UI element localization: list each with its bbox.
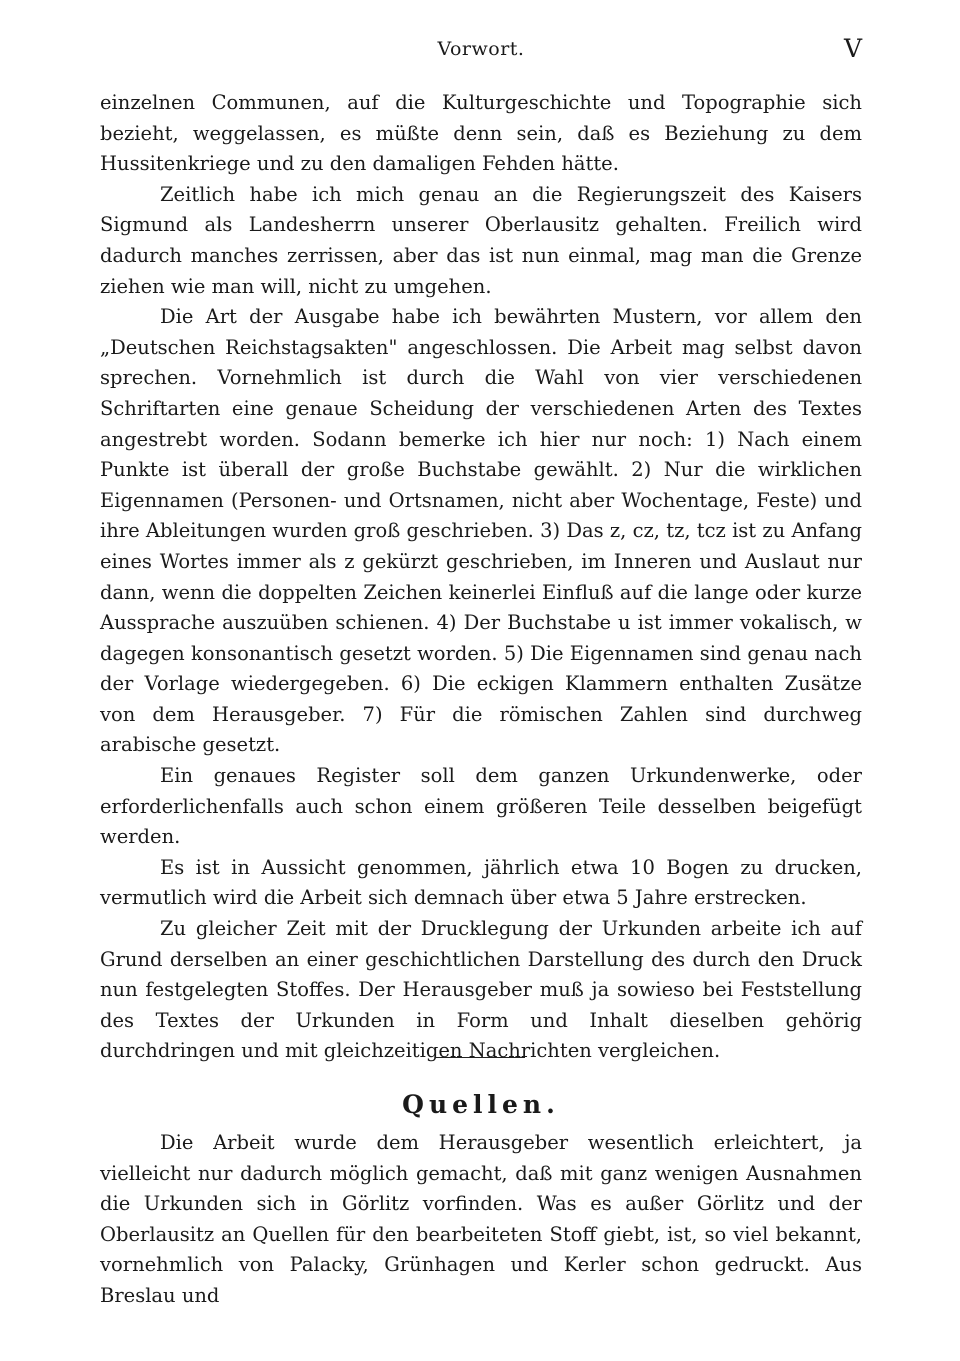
sources-section-body: [100, 1128, 862, 1312]
running-header: [100, 34, 862, 72]
paragraph-register: Ein genaues Register soll dem ganzen Urkundenwerke, oder erforderlichenfalls auch schon einem größeren Teile desselben beigefügt werden.: [100, 764, 862, 849]
paragraph-schedule: Es ist in Aussicht genommen, jährlich etwa 10 Bogen zu drucken, vermutlich wird die Arbeit sich demnach über etwa 5 Jahre erstrecken.: [100, 855, 862, 910]
paragraph-edition-rules: Die Art der Ausgabe habe ich bewährten Mustern, vor allem den „Deutschen Reichstagsakten" angeschlossen. Die Arbeit mag selbst davon sprechen. Vornehmlich ist durch die Wahl von vier verschiedenen Schriftarten eine genaue Scheidung der verschiedenen Arten des Textes angestrebt worden. Sodann bemerke ich hier nur noch: 1) Nach einem Punkte ist überall der große Buchstabe gewählt. 2) Nur die wirklichen Eigennamen (Personen- und Ortsnamen, nicht aber Wochentage, Feste) und ihre Ableitungen wurden groß geschrieben. 3) Das z, cz, tz, tcz ist zu Anfang eines Wortes immer als z gekürzt geschrieben, im Inneren und Auslaut nur dann, wenn die doppelten Zeichen keinerlei Einfluß auf die lange oder kurze Aussprache auszuüben schienen. 4) Der Buchstabe u ist immer vokalisch, w dagegen konsonantisch gesetzt worden. 5) Die Eigennamen sind genau nach der Vorlage wiedergegeben. 6) Die eckigen Klammern enthalten Zusätze von dem Herausgeber. 7) Für die römischen Zahlen sind durchweg arabische gesetzt.: [100, 305, 862, 757]
section-heading-quellen: Quellen.: [402, 1090, 560, 1119]
page-number: V: [843, 34, 862, 63]
paragraph-history-work: Zu gleicher Zeit mit der Drucklegung der Urkunden arbeite ich auf Grund derselben an einer geschichtlichen Darstellung des durch den Druck nun festgelegten Stoffes. Der Herausgeber muß ja sowieso bei Feststellung des Textes der Urkunden in Form und Inhalt dieselben gehörig durchdringen und mit gleichzeitigen Nachrichten vergleichen.: [100, 917, 862, 1063]
running-title: Vorwort.: [437, 38, 525, 60]
paragraph-continuation: einzelnen Communen, auf die Kulturgeschichte und Topographie sich bezieht, weggelassen, es müßte denn sein, daß es Beziehung zu dem Hussitenkriege und zu den damaligen Fehden hätte.: [100, 91, 862, 176]
preface-body: [100, 88, 862, 1067]
paragraph-time-scope: Zeitlich habe ich mich genau an die Regierungszeit des Kaisers Sigmund als Landesherrn unserer Oberlausitz gehalten. Freilich wird dadurch manches zerrissen, aber das ist nun einmal, mag man die Grenze ziehen wie man will, nicht zu umgehen.: [100, 182, 862, 298]
paragraph-sources: Die Arbeit wurde dem Herausgeber wesentlich erleichtert, ja vielleicht nur dadurch möglich gemacht, daß mit ganz wenigen Ausnahmen die Urkunden sich in Görlitz vorfinden. Was es außer Görlitz und der Oberlausitz an Quellen für den bearbeiteten Stoff giebt, ist, so viel bekannt, vornehmlich von Palacky, Grünhagen und Kerler schon gedruckt. Aus Breslau und: [100, 1131, 862, 1307]
section-divider: [435, 1057, 525, 1058]
